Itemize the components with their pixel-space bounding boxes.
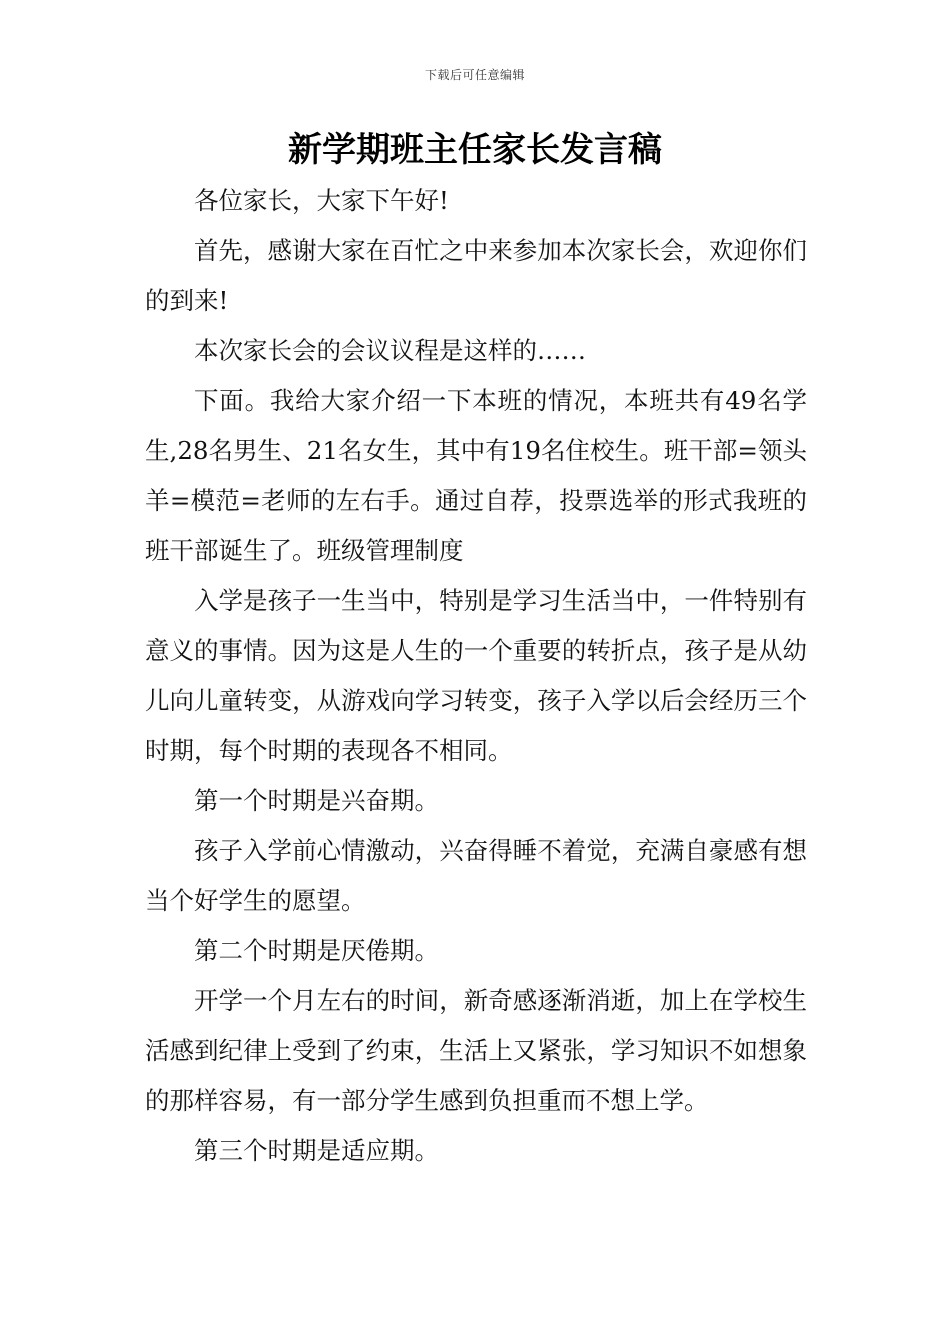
paragraph: 下面。我给大家介绍一下本班的情况，本班共有49名学生,28名男生、21名女生，其中有19名住校生。班干部=领头羊=模范=老师的左右手。通过自荐，投票选举的形式我班的班干部诞生了。班级管理制度 bbox=[145, 386, 807, 565]
header-note: 下载后可任意编辑 bbox=[424, 68, 525, 82]
paragraph: 开学一个月左右的时间，新奇感逐渐消逝，加上在学校生活感到纪律上受到了约束，生活上又紧张，学习知识不如想象的那样容易，有一部分学生感到负担重而不想上学。 bbox=[145, 986, 807, 1115]
paragraph: 第三个时期是适应期。 bbox=[194, 1136, 439, 1165]
paragraph: 第一个时期是兴奋期。 bbox=[194, 786, 439, 815]
paragraph: 首先，感谢大家在百忙之中来参加本次家长会，欢迎你们的到来! bbox=[145, 236, 807, 315]
paragraph: 各位家长，大家下午好! bbox=[194, 186, 449, 215]
paragraph: 入学是孩子一生当中，特别是学习生活当中，一件特别有意义的事情。因为这是人生的一个重要的转折点，孩子是从幼儿向儿童转变，从游戏向学习转变，孩子入学以后会经历三个时期，每个时期的表现各不相同。 bbox=[145, 586, 807, 765]
paragraph: 孩子入学前心情激动，兴奋得睡不着觉，充满自豪感有想当个好学生的愿望。 bbox=[145, 836, 807, 915]
document-body bbox=[145, 176, 807, 1176]
paragraph: 第二个时期是厌倦期。 bbox=[194, 936, 439, 965]
document-title: 新学期班主任家长发言稿 bbox=[288, 130, 662, 170]
paragraph: 本次家长会的会议议程是这样的…… bbox=[194, 336, 586, 365]
